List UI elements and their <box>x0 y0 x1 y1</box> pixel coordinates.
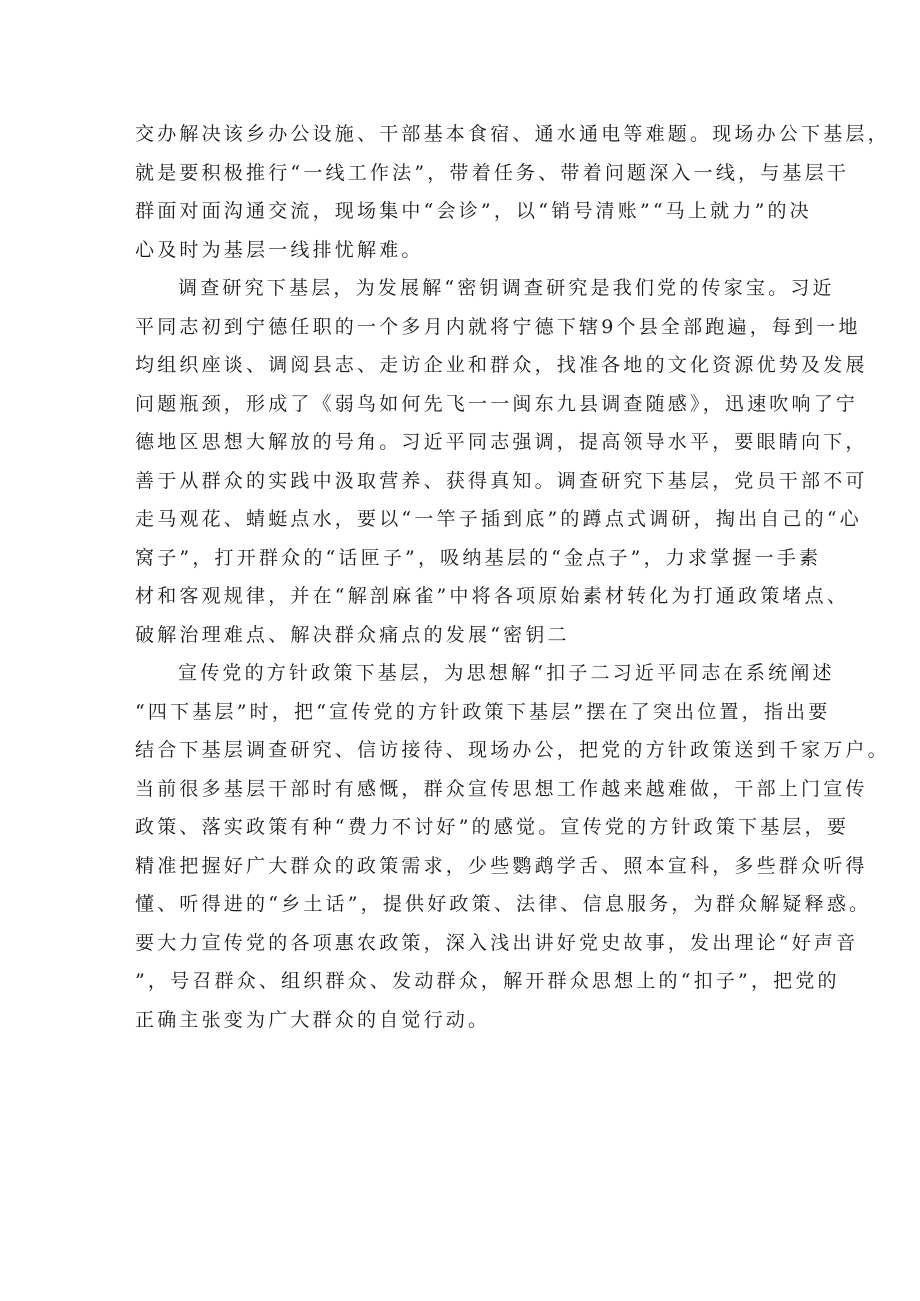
text-line: 正确主张变为广大群众的自觉行动。 <box>135 1008 491 1031</box>
text-line: 政策、落实政策有种“费力不讨好”的感觉。宣传党的方针政策下基层，要 <box>135 816 850 838</box>
text-line: 均组织座谈、调阅县志、走访企业和群众，找准各地的文化资源优势及发展 <box>135 354 868 376</box>
text-line: 德地区思想大解放的号角。习近平同志强调，提高领导水平，要眼睛向下， <box>135 431 868 453</box>
text-line: 心及时为基层一线排忧解难。 <box>135 238 424 261</box>
text-line: ”，号召群众、组织群众、发动群众，解开群众思想上的“扣子”，把党的 <box>135 970 840 992</box>
text-line: 调查研究下基层，为发展解“密钥调查研究是我们党的传家宝。习近 <box>178 277 835 299</box>
paragraph-policy-promotion <box>135 654 890 1039</box>
text-line: 材和客观规律，并在“解剖麻雀”中将各项原始素材转化为打通政策堵点、 <box>135 585 850 607</box>
text-line: 破解治理难点、解决群众痛点的发展“密钥二 <box>135 623 570 646</box>
text-line: 精准把握好广大群众的政策需求，少些鹦鹉学舌、照本宣科，多些群众听得 <box>135 854 868 877</box>
text-line: 善于从群众的实践中汲取营养、获得真知。调查研究下基层，党员干部不可 <box>135 469 868 492</box>
text-line: “四下基层”时，把“宣传党的方针政策下基层”摆在了突出位置，指出要 <box>135 700 831 723</box>
text-line: 窝子”，打开群众的“话匣子”，吸纳基层的“金点子”，力求掌握一手素 <box>135 546 822 569</box>
paragraph-field-office <box>135 115 890 269</box>
text-line: 群面对面沟通交流，现场集中“会诊”，以“销号清账”“马上就力”的决 <box>135 200 812 222</box>
text-line: 要大力宣传党的各项惠农政策，深入浅出讲好党史故事，发出理论“好声音 <box>135 931 859 954</box>
text-line: 结合下基层调查研究、信访接待、现场办公，把党的方针政策送到千家万户。 <box>135 739 890 761</box>
text-line: 平同志初到宁德任职的一个多月内就将宁德下辖9个县全部跑遍，每到一地 <box>135 315 861 338</box>
text-line: 当前很多基层干部时有感慨，群众宣传思想工作越来越难做，干部上门宣传 <box>135 777 868 800</box>
text-line: 宣传党的方针政策下基层，为思想解“扣子二习近平同志在系统阐述 <box>178 662 835 684</box>
text-line: 就是要积极推行“一线工作法”，带着任务、带着问题深入一线，与基层干 <box>135 161 850 184</box>
document-page <box>135 115 890 1039</box>
text-line: 懂、听得进的“乡土话”，提供好政策、法律、信息服务，为群众解疑释惑。 <box>135 893 872 915</box>
text-line: 交办解决该乡办公设施、干部基本食宿、通水通电等难题。现场办公下基层， <box>135 123 890 145</box>
text-line: 走马观花、蜻蜓点水，要以“一竿子插到底”的蹲点式调研，掏出自己的“心 <box>135 508 862 530</box>
text-line: 问题瓶颈，形成了《弱鸟如何先飞一一闽东九县调查随感》，迅速吹响了宁 <box>135 392 859 415</box>
paragraph-research <box>135 269 868 654</box>
